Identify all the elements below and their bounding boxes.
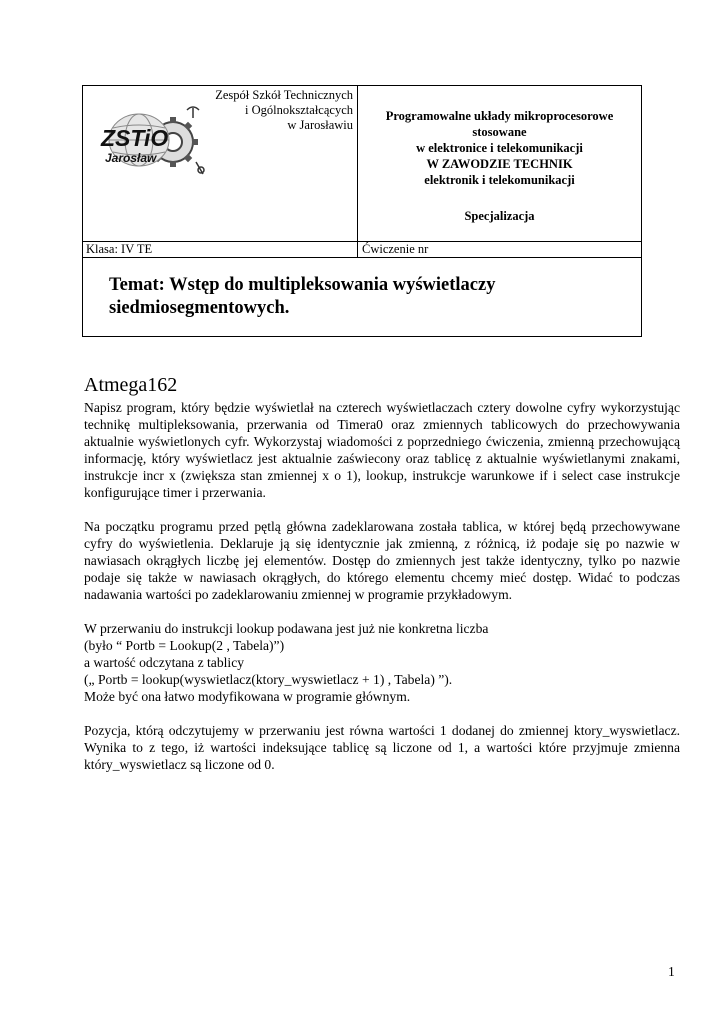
- text-line: Może być ona łatwo modyfikowana w programie głównym.: [84, 689, 411, 704]
- class-label: Klasa: IV TE: [86, 242, 153, 256]
- text-line: W przerwaniu do instrukcji lookup podawana jest już nie konkretna liczba: [84, 621, 489, 636]
- school-logo: [97, 104, 205, 180]
- topic-title: [109, 274, 619, 320]
- exercise-label: Ćwiczenie nr: [362, 242, 429, 256]
- text-line: iż podaje się po nazwie w nawiasach okrągłych liczbę jej elementów. Dostęp do zmiennych jest: [84, 536, 681, 568]
- specialization: Specjalizacja: [464, 209, 535, 223]
- text-line: („ Portb = lookup(wyswietlacz(ktory_wyswietlacz + 1) , Tabela) ”).: [84, 672, 453, 687]
- text-line: Na początku programu przed pętlą główna zadeklarowana została tablica, w której będą: [84, 519, 592, 534]
- text-line: z aktualnie wyświetlanymi znakami, instrukcje incr x (zwiększa stan zmiennej x o 1), lookup,: [84, 451, 680, 483]
- text-line: wykorzystując technikę multipleksowania, przerwania od Timera0 oraz zmiennych tablicowych do: [84, 400, 680, 432]
- school-name: [215, 88, 353, 133]
- text-line: (było “ Portb = Lookup(2 , Tabela)”): [84, 638, 285, 653]
- text-line: instrukcje warunkowe if i select case instrukcje konfigurujące timer i przerwania.: [84, 468, 680, 500]
- text-line: które przyjmuje zmienna który_wyswietlacz są liczone od 0.: [84, 740, 681, 772]
- row-divider: [83, 257, 641, 258]
- text-line: ktory_wyswietlacz. Wynika to z tego, iż wartości indeksujące tablicę są liczone od 1, a wartości: [84, 723, 680, 755]
- school-name-line: Zespół Szkół Technicznych: [215, 88, 353, 102]
- text-line: a wartość odczytana z tablicy: [84, 655, 245, 670]
- subject-line: W ZAWODZIE TECHNIK: [426, 157, 573, 171]
- paragraph-lookup: [84, 620, 680, 705]
- subject-line: elektronik i telekomunikacji: [424, 173, 575, 187]
- text-line: przechowywania aktualnie wyświetlonych cyfr. Wykorzystaj wiadomości z poprzedniego ćwiczenia,: [84, 417, 680, 449]
- paragraph-task: [84, 399, 680, 501]
- subject-line: w elektronice i telekomunikacji: [416, 141, 583, 155]
- text-line: Pozycja, którą odczytujemy w przerwaniu jest równa wartości 1 dodanej do zmiennej: [84, 723, 574, 738]
- topic-line: Temat: Wstęp do multipleksowania wyświetlaczy: [109, 275, 496, 295]
- school-name-line: w Jarosławiu: [287, 118, 353, 132]
- logo-text: ZSTiO: [101, 125, 169, 151]
- header-table: [82, 85, 642, 337]
- subject-line: stosowane: [472, 125, 527, 139]
- subject-line: Programowalne układy mikroprocesorowe: [385, 109, 614, 123]
- subject-block: [358, 86, 641, 241]
- section-title: Atmega162: [84, 374, 178, 396]
- paragraph-position: [84, 722, 680, 773]
- text-line: także identyczny, tylko po nazwie podaje się także w nawiasach okrągłych, do którego elementu: [84, 553, 680, 585]
- body-text: [84, 399, 680, 790]
- topic-line: siedmiosegmentowych.: [109, 298, 290, 318]
- text-line: Napisz program, który będzie wyświetlał na czterech wyświetlaczach cztery dowolne cyfry: [84, 400, 601, 415]
- logo-subtext: Jarosław: [105, 151, 157, 165]
- page-number: 1: [668, 964, 675, 979]
- text-line: przechowywane cyfry do wyświetlenia. Deklaruje ją się identycznie jak zmienną, z różnicą,: [84, 519, 680, 551]
- text-line: zmienną przechowującą informację, który wyświetlacz jest aktualnie zaświecony oraz tablicę: [84, 434, 681, 466]
- paragraph-array: [84, 518, 680, 603]
- text-line: w programie przykładowym.: [354, 587, 513, 602]
- school-block: [83, 86, 357, 241]
- school-name-line: i Ogólnokształcących: [245, 103, 353, 117]
- text-line: chcemy mieć dostęp. Widać to podczas nadawania wartości po zadeklarowaniu zmiennej: [84, 570, 680, 602]
